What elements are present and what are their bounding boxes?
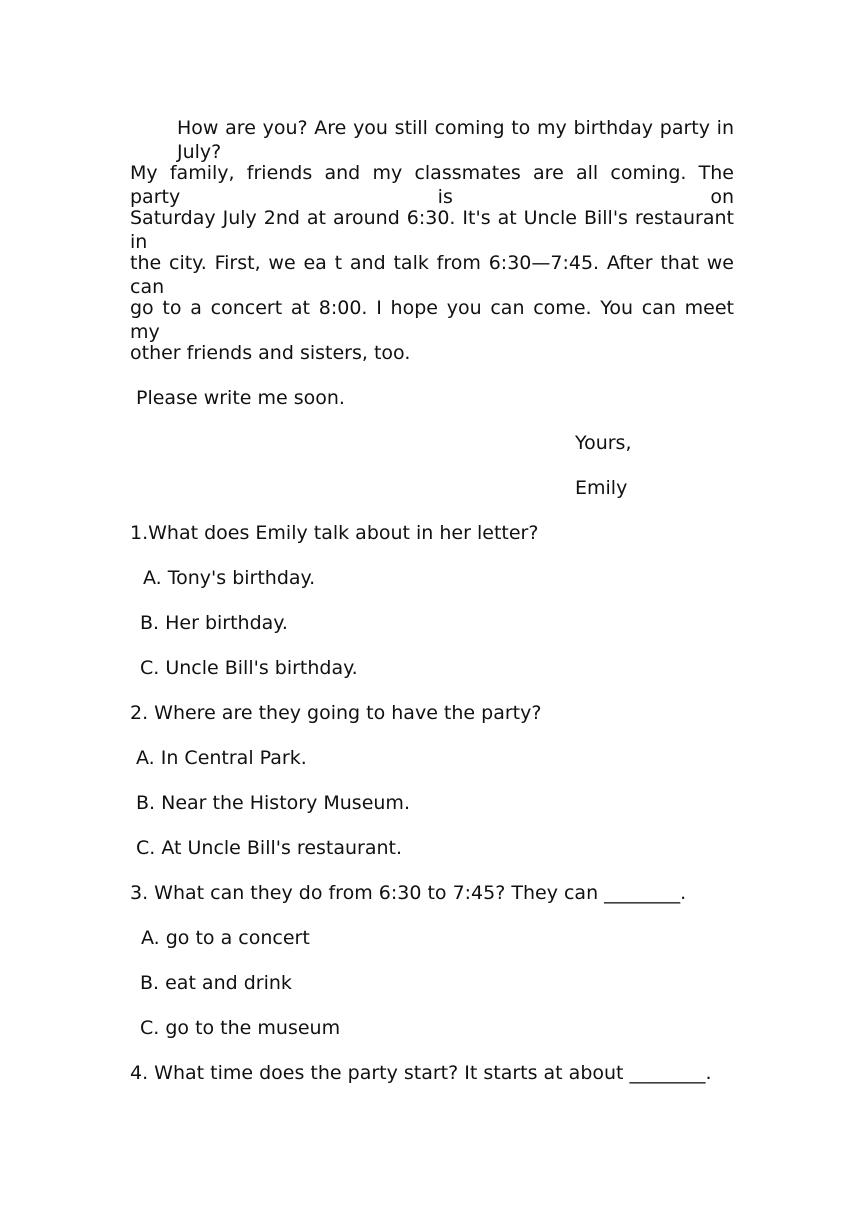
question-3-option-a: A. go to a concert bbox=[141, 927, 310, 949]
question-1-option-a: A. Tony's birthday. bbox=[143, 567, 316, 589]
question-3-option-c: C. go to the museum bbox=[140, 1017, 341, 1039]
question-2-option-b: B. Near the History Museum. bbox=[136, 792, 410, 814]
question-2-option-a: A. In Central Park. bbox=[136, 747, 307, 769]
letter-line-5: go to a concert at 8:00. I hope you can come. You can meet my bbox=[130, 297, 734, 343]
question-3-option-b: B. eat and drink bbox=[140, 972, 292, 994]
question-2-prompt: 2. Where are they going to have the party? bbox=[130, 702, 542, 724]
question-4-prompt: 4. What time does the party start? It starts at about ________. bbox=[130, 1062, 712, 1084]
letter-line-2: My family, friends and my classmates are all coming. The party is on bbox=[130, 162, 734, 208]
question-1-prompt: 1.What does Emily talk about in her letter? bbox=[130, 522, 539, 544]
letter-line-6: other friends and sisters, too. bbox=[130, 342, 411, 364]
closing-request: Please write me soon. bbox=[136, 387, 345, 409]
question-3-prompt: 3. What can they do from 6:30 to 7:45? They can ________. bbox=[130, 882, 687, 904]
question-1-option-b: B. Her birthday. bbox=[140, 612, 288, 634]
question-1-option-c: C. Uncle Bill's birthday. bbox=[140, 657, 358, 679]
letter-line-4: the city. First, we ea t and talk from 6:30—7:45. After that we can bbox=[130, 252, 734, 298]
question-2-option-c: C. At Uncle Bill's restaurant. bbox=[136, 837, 403, 859]
letter-line-3: Saturday July 2nd at around 6:30. It's at Uncle Bill's restaurant in bbox=[130, 207, 734, 253]
signature: Emily bbox=[575, 477, 628, 499]
sign-off: Yours, bbox=[575, 432, 632, 454]
letter-line-1: How are you? Are you still coming to my birthday party in July? bbox=[177, 117, 734, 163]
